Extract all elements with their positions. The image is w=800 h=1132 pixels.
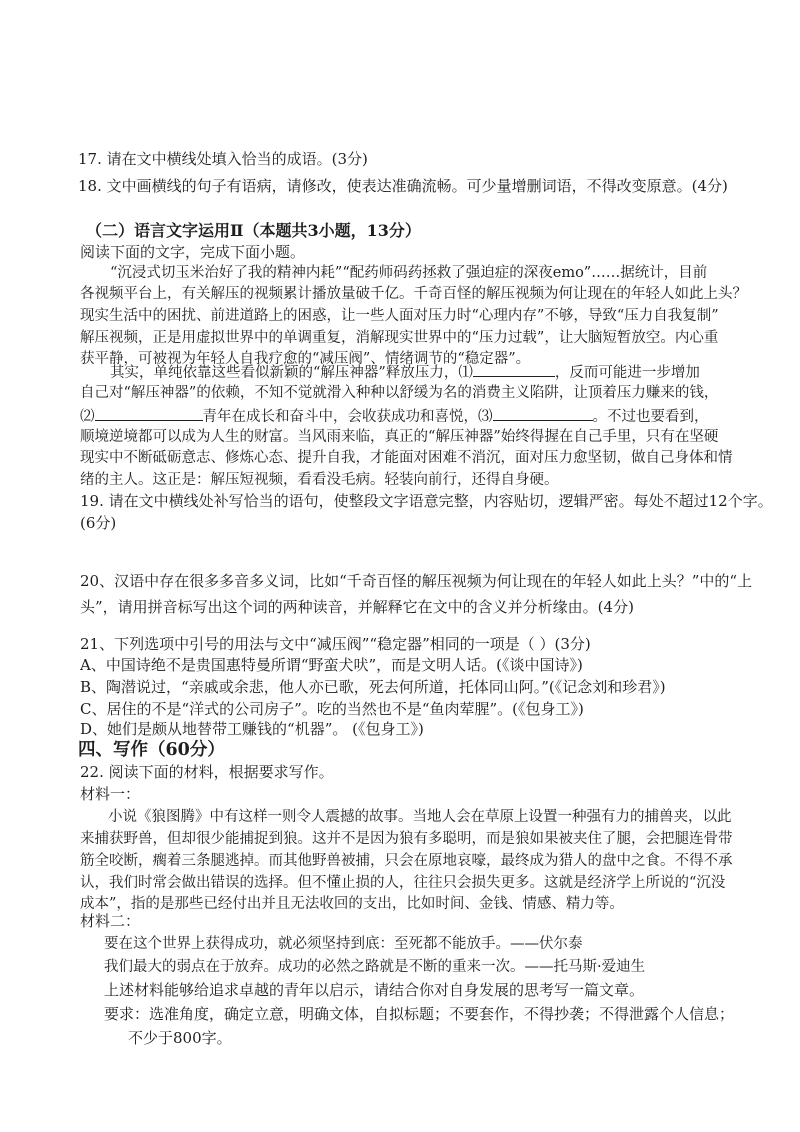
passage-line: 解压视频，正是用虚拟世界中的单调重复，消解现实世界中的“压力过载”，让大脑短暂放空。内心重 — [80, 330, 719, 346]
passage-line: 获平静，可被视为年轻人自我疗愈的“减压阀”、情绪调节的“稳定器”。 — [80, 351, 531, 367]
passage-line: 绪的主人。这正是：解压短视频，看看没毛病。轻装向前行，还得自身硬。 — [80, 472, 559, 488]
writing-requirements: 要求：选准角度，确定立意，明确文体，自拟标题；不要套作，不得抄袭；不得泄露个人信息； — [104, 1005, 735, 1023]
blank-number: ⑴ — [458, 365, 473, 381]
question-17: 17. 请在文中横线处填入恰当的成语。(3分) — [78, 150, 368, 168]
material-1-line: 认，我们时常会做出错误的选择。但不懂止损的人，往往只会损失更多。这就是经济学上所说的“沉没 — [80, 875, 726, 891]
passage-line — [110, 363, 700, 381]
question-19-score: (6分) — [80, 514, 117, 532]
passage-text: ，反而可能进一步增加 — [554, 365, 700, 381]
option-a: A、中国诗绝不是贵国惠特曼所谓“野蛮犬吠”，而是文明人话。(《谈中国诗》) — [80, 656, 583, 674]
passage-line: 各视频平台上，有关解压的视频累计播放量破千亿。千奇百怪的解压视频为何让现在的年轻人如此上头？ — [80, 286, 747, 302]
passage-line: 现实中不断砥砺意志、修炼心态、提升自我，才能面对困难不消沉，面对压力愈坚韧，做自己身体和情 — [80, 450, 733, 466]
blank-number: ⑵ — [80, 409, 95, 425]
material-1-line: 来捕获野兽，但却很少能捕捉到狼。这并不是因为狼有多聪明，而是狼如果被夹住了腿，会把腿连骨带 — [80, 831, 733, 847]
writing-prompt: 上述材料能够给追求卓越的青年以启示，请结合你对自身发展的思考写一篇文章。 — [104, 981, 645, 999]
material-1-line: 成本”，指的是那些已经付出并且无法收回的支出，比如时间、金钱、情感、精力等。 — [80, 896, 624, 912]
passage-line — [80, 407, 709, 425]
question-20: 20、汉语中存在很多多音多义词，比如“千奇百怪的解压视频为何让现在的年轻人如此上头？”中的“上 — [80, 572, 753, 590]
passage-line: 顺境逆境都可以成为人生的财富。当风雨来临，真正的“解压神器”始终得握在自己手里，只有在坚硬 — [80, 429, 719, 445]
answer-blank-1[interactable] — [473, 363, 555, 377]
material-1-label: 材料一： — [80, 785, 141, 803]
option-b: B、陶潜说过，“亲戚或余悲，他人亦已歌，死去何所道，托体同山阿。”(《记念刘和珍君》) — [80, 678, 666, 696]
material-1-line: 小说《狼图腾》中有这样一则令人震撼的故事。当地人会在草原上设置一种强有力的捕兽夹，以此 — [108, 809, 732, 825]
option-c: C、居住的不是“洋式的公司房子”。吃的当然也不是“鱼肉荤腥”。(《包身工》) — [80, 700, 584, 718]
passage-line: “沉浸式切玉米治好了我的精神内耗”“配药师码药拯救了强迫症的深夜emo”……据统计，目前 — [110, 265, 708, 281]
passage-text: 青年在成长和奋斗中，会收获成功和喜悦， — [202, 409, 478, 425]
passage-line: 现实生活中的困扰、前进道路上的困惑，让一些人面对压力时“心理内存”不够，导致“压力自我复制” — [80, 308, 719, 324]
word-count-requirement: 不少于800字。 — [128, 1029, 232, 1047]
passage-text: 其实，单纯依靠这些看似新颖的“解压神器”释放压力， — [110, 365, 459, 381]
option-d: D、她们是颇从地替带工赚钱的“机器”。 (《包身工》) — [80, 720, 424, 738]
answer-blank-2[interactable] — [95, 407, 203, 421]
question-21: 21、下列选项中引号的用法与文中“减压阀”“稳定器”相同的一项是（ ）(3分) — [80, 635, 591, 653]
section-2-title: （二）语言文字运用Ⅱ（本题共3小题，13分） — [86, 221, 421, 240]
material-2-line: 我们最大的弱点在于放弃。成功的必然之路就是不断的重来一次。——托马斯·爱迪生 — [104, 959, 646, 975]
passage-text: 。不过也要看到， — [592, 409, 709, 425]
answer-blank-3[interactable] — [493, 407, 593, 421]
material-2-label: 材料二： — [80, 912, 141, 930]
question-20-cont: 头”，请用拼音标写出这个词的两种读音，并解释它在文中的含义并分析缘由。(4分) — [80, 598, 634, 616]
section-2-instruction: 阅读下面的文字，完成下面小题。 — [80, 243, 306, 261]
material-2-line: 要在这个世界上获得成功，就必须坚持到底：至死都不能放手。——伏尔泰 — [104, 936, 583, 952]
question-18: 18. 文中画横线的句子有语病，请修改，使表达准确流畅。可少量增删词语，不得改变原意。(4分) — [78, 177, 728, 195]
question-22: 22. 阅读下面的材料，根据要求写作。 — [80, 763, 334, 781]
blank-number: ⑶ — [478, 409, 493, 425]
material-1-line: 筋全咬断，瘸着三条腿逃掉。而其他野兽被捕，只会在原地哀嚎，最终成为猎人的盘中之食。不得不承 — [80, 853, 733, 869]
section-4-title: 四、写作（60分） — [78, 740, 225, 760]
question-19: 19. 请在文中横线处补写恰当的语句，使整段文字语意完整，内容贴切，逻辑严密。每处不超过12个字。 — [80, 492, 773, 510]
passage-line: 自己对“解压神器”的依赖，不知不觉就滑入种种以舒缓为名的消费主义陷阱，让顶着压力赚来的钱， — [80, 385, 719, 401]
